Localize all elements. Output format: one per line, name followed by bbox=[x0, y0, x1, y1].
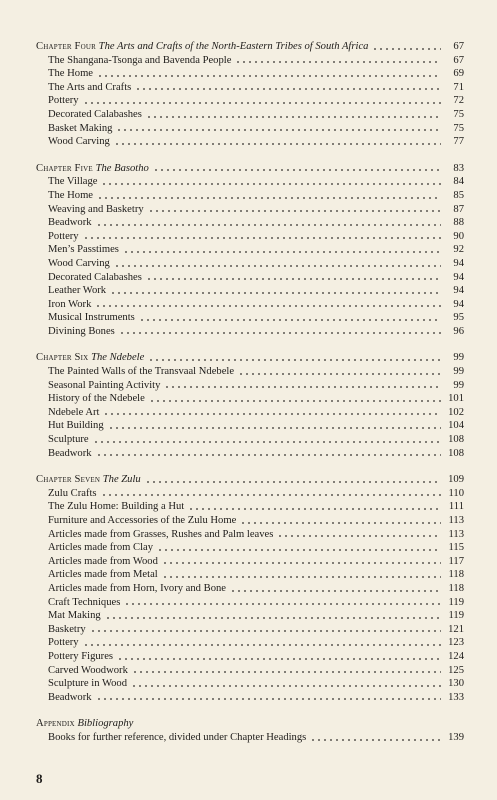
entry-label: Articles made from Grasses, Rushes and Palm leaves bbox=[48, 528, 274, 540]
dot-leader bbox=[90, 629, 441, 633]
page-number: 84 bbox=[453, 176, 464, 188]
entry-label: Wood Carving bbox=[48, 257, 110, 269]
toc-entry bbox=[36, 731, 464, 745]
dot-leader bbox=[116, 128, 441, 132]
entry-label: Seasonal Painting Activity bbox=[48, 379, 161, 391]
entry-label: Craft Techniques bbox=[48, 596, 121, 608]
page-number: 110 bbox=[448, 487, 464, 499]
entry-label: Pottery bbox=[48, 95, 79, 107]
toc-entry bbox=[36, 596, 464, 610]
page-number: 77 bbox=[453, 136, 464, 148]
chapter-word: Appendix bbox=[36, 718, 75, 730]
toc-entry bbox=[36, 284, 464, 298]
entry-label: Carved Woodwork bbox=[48, 664, 128, 676]
toc-entry bbox=[36, 257, 464, 271]
toc-entry bbox=[36, 67, 464, 81]
toc-section-chapter-six bbox=[36, 351, 464, 460]
dot-leader bbox=[114, 264, 441, 268]
page-number: 88 bbox=[453, 217, 464, 229]
page-number: 94 bbox=[453, 271, 464, 283]
page-number: 113 bbox=[448, 528, 464, 540]
toc-entry bbox=[36, 379, 464, 393]
page-number: 75 bbox=[453, 108, 464, 120]
page-number: 108 bbox=[448, 434, 464, 446]
toc-entry bbox=[36, 108, 464, 122]
entry-label: The Shangana-Tsonga and Bavenda People bbox=[48, 54, 232, 66]
entry-label: Books for further reference, divided under Chapter Headings bbox=[48, 731, 307, 743]
entry-label: The Home bbox=[48, 68, 94, 80]
toc-entry bbox=[36, 406, 464, 420]
dot-leader bbox=[157, 548, 441, 552]
entry-label: Basketry bbox=[48, 623, 86, 635]
toc-entry bbox=[36, 325, 464, 339]
page-number: 113 bbox=[448, 515, 464, 526]
page-number: 118 bbox=[448, 569, 464, 581]
dot-leader bbox=[148, 358, 441, 362]
entry-label: The Painted Walls of the Transvaal Ndebele bbox=[48, 366, 235, 378]
dot-leader bbox=[132, 670, 441, 674]
dot-leader bbox=[146, 115, 441, 119]
chapter-title: The Arts and Crafts of the North-Eastern Tribes of South Africa bbox=[98, 41, 369, 52]
page-number: 99 bbox=[453, 379, 464, 391]
toc-entry bbox=[36, 271, 464, 285]
toc-entry bbox=[36, 311, 464, 325]
dot-leader bbox=[145, 480, 441, 484]
page-number: 130 bbox=[448, 678, 464, 690]
entry-label: Basket Making bbox=[48, 122, 113, 134]
dot-leader bbox=[114, 142, 441, 146]
table-of-contents bbox=[36, 40, 464, 758]
page-number: 133 bbox=[448, 691, 464, 703]
toc-entry bbox=[36, 555, 464, 569]
toc-entry bbox=[36, 487, 464, 501]
dot-leader bbox=[139, 318, 441, 322]
toc-entry bbox=[36, 582, 464, 596]
toc-entry bbox=[36, 135, 464, 149]
dot-leader bbox=[83, 236, 441, 240]
entry-label: Hut Building bbox=[48, 420, 104, 432]
dot-leader bbox=[131, 684, 441, 688]
dot-leader bbox=[101, 493, 441, 497]
dot-leader bbox=[97, 196, 441, 200]
dot-leader bbox=[124, 602, 441, 606]
toc-entry bbox=[36, 392, 464, 406]
entry-label: History of the Ndebele bbox=[48, 393, 145, 405]
toc-entry bbox=[36, 514, 464, 528]
entry-label: Musical Instruments bbox=[48, 312, 135, 324]
toc-entry bbox=[36, 94, 464, 108]
dot-leader bbox=[97, 74, 441, 78]
toc-entry bbox=[36, 650, 464, 664]
page-number: 119 bbox=[448, 596, 464, 608]
toc-entry bbox=[36, 433, 464, 447]
page-number: 95 bbox=[453, 312, 464, 324]
entry-label: Leather Work bbox=[48, 285, 107, 297]
entry-label: Iron Work bbox=[48, 298, 92, 310]
toc-entry bbox=[36, 54, 464, 68]
entry-label: Ndebele Art bbox=[48, 406, 100, 418]
page-number: 72 bbox=[453, 95, 464, 107]
dot-leader bbox=[105, 616, 441, 620]
chapter-word: Chapter Five bbox=[36, 162, 93, 174]
dot-leader bbox=[277, 534, 441, 538]
folio-page-number: 8 bbox=[36, 771, 43, 786]
dot-leader bbox=[188, 507, 441, 511]
toc-entry bbox=[36, 203, 464, 217]
toc-entry bbox=[36, 243, 464, 257]
dot-leader bbox=[95, 304, 441, 308]
toc-entry bbox=[36, 419, 464, 433]
dot-leader bbox=[83, 643, 441, 647]
entry-label: Pottery Figures bbox=[48, 650, 114, 662]
page-number: 111 bbox=[448, 501, 464, 513]
page-number: 99 bbox=[453, 366, 464, 378]
entry-label: The Home bbox=[48, 189, 94, 201]
chapter-heading bbox=[36, 162, 464, 176]
entry-label: Articles made from Horn, Ivory and Bone bbox=[48, 582, 226, 594]
dot-leader bbox=[103, 412, 441, 416]
chapter-title: The Zulu bbox=[102, 474, 141, 486]
page-number: 96 bbox=[453, 325, 464, 337]
dot-leader bbox=[238, 372, 441, 376]
dot-leader bbox=[235, 60, 441, 64]
dot-leader bbox=[164, 385, 441, 389]
entry-label: Divining Bones bbox=[48, 325, 115, 337]
chapter-heading bbox=[36, 351, 464, 365]
page-number: 104 bbox=[448, 420, 464, 432]
page-number: 94 bbox=[453, 298, 464, 310]
entry-label: Men’s Passtimes bbox=[48, 244, 119, 256]
toc-entry bbox=[36, 541, 464, 555]
chapter-word: Chapter Four bbox=[36, 41, 97, 52]
toc-section-chapter-four bbox=[36, 40, 464, 149]
page-number: 121 bbox=[448, 623, 464, 635]
toc-entry bbox=[36, 298, 464, 312]
dot-leader bbox=[119, 331, 441, 335]
dot-leader bbox=[96, 223, 441, 227]
dot-leader bbox=[146, 277, 441, 281]
dot-leader bbox=[96, 453, 441, 457]
page-number: 92 bbox=[453, 244, 464, 256]
dot-leader bbox=[93, 440, 441, 444]
page-number: 90 bbox=[453, 230, 464, 242]
page-number: 125 bbox=[448, 664, 464, 676]
dot-leader bbox=[148, 209, 441, 213]
chapter-title: The Basotho bbox=[95, 162, 149, 174]
toc-entry bbox=[36, 500, 464, 514]
page-number: 75 bbox=[453, 122, 464, 134]
toc-entry bbox=[36, 175, 464, 189]
toc-entry bbox=[36, 122, 464, 136]
toc-entry bbox=[36, 636, 464, 650]
entry-label: Zulu Crafts bbox=[48, 487, 97, 499]
toc-entry bbox=[36, 623, 464, 637]
dot-leader bbox=[310, 738, 441, 742]
dot-leader bbox=[117, 657, 441, 661]
entry-label: Beadwork bbox=[48, 217, 92, 229]
page-number: 117 bbox=[448, 555, 464, 567]
entry-label: Articles made from Metal bbox=[48, 569, 158, 581]
entry-label: Decorated Calabashes bbox=[48, 108, 142, 120]
toc-entry bbox=[36, 677, 464, 691]
dot-leader bbox=[240, 521, 441, 525]
page-number: 102 bbox=[448, 406, 464, 418]
page-number: 71 bbox=[453, 81, 464, 93]
chapter-heading bbox=[36, 40, 464, 54]
entry-label: Furniture and Accessories of the Zulu Home bbox=[48, 515, 237, 526]
toc-section-chapter-five bbox=[36, 162, 464, 339]
toc-entry bbox=[36, 81, 464, 95]
dot-leader bbox=[83, 101, 441, 105]
chapter-title: The Ndebele bbox=[91, 352, 145, 364]
page-number: 83 bbox=[453, 162, 464, 174]
dot-leader bbox=[135, 87, 441, 91]
entry-label: Decorated Calabashes bbox=[48, 271, 142, 283]
toc-entry bbox=[36, 447, 464, 461]
dot-leader bbox=[96, 697, 441, 701]
page-number: 94 bbox=[453, 285, 464, 297]
entry-label: The Arts and Crafts bbox=[48, 81, 132, 93]
page-number: 67 bbox=[453, 41, 464, 52]
page-number: 123 bbox=[448, 637, 464, 649]
toc-entry bbox=[36, 528, 464, 542]
page-number: 94 bbox=[453, 257, 464, 269]
chapter-word: Chapter Seven bbox=[36, 474, 101, 486]
toc-entry bbox=[36, 189, 464, 203]
dot-leader bbox=[162, 575, 441, 579]
toc-entry bbox=[36, 230, 464, 244]
entry-label: The Zulu Home: Building a Hut bbox=[48, 501, 185, 513]
page-number: 85 bbox=[453, 189, 464, 201]
toc-entry bbox=[36, 365, 464, 379]
entry-label: Pottery bbox=[48, 230, 79, 242]
toc-entry bbox=[36, 216, 464, 230]
toc-entry bbox=[36, 609, 464, 623]
chapter-heading bbox=[36, 717, 464, 731]
chapter-heading bbox=[36, 473, 464, 487]
entry-label: Sculpture bbox=[48, 434, 89, 446]
dot-leader bbox=[162, 561, 441, 565]
entry-label: Articles made from Clay bbox=[48, 542, 154, 554]
dot-leader bbox=[123, 250, 441, 254]
entry-label: Sculpture in Wood bbox=[48, 678, 127, 690]
dot-leader bbox=[230, 589, 441, 593]
dot-leader bbox=[372, 47, 441, 51]
toc-section-appendix bbox=[36, 717, 464, 744]
page-number: 87 bbox=[453, 203, 464, 215]
entry-label: The Village bbox=[48, 176, 98, 188]
page-number: 69 bbox=[453, 68, 464, 80]
toc-entry bbox=[36, 691, 464, 705]
toc-entry bbox=[36, 568, 464, 582]
page-number: 109 bbox=[448, 474, 464, 486]
page-number: 115 bbox=[448, 542, 464, 554]
page-number: 101 bbox=[448, 393, 464, 405]
entry-label: Wood Carving bbox=[48, 136, 110, 148]
page-number: 67 bbox=[453, 54, 464, 66]
dot-leader bbox=[108, 426, 441, 430]
page-number: 99 bbox=[453, 352, 464, 364]
entry-label: Pottery bbox=[48, 637, 79, 649]
page-number: 108 bbox=[448, 447, 464, 459]
dot-leader bbox=[149, 399, 441, 403]
chapter-word: Chapter Six bbox=[36, 352, 89, 364]
toc-section-chapter-seven bbox=[36, 473, 464, 704]
dot-leader bbox=[101, 182, 441, 186]
dot-leader bbox=[153, 168, 441, 172]
entry-label: Mat Making bbox=[48, 610, 101, 622]
entry-label: Beadwork bbox=[48, 691, 92, 703]
entry-label: Weaving and Basketry bbox=[48, 203, 144, 215]
dot-leader bbox=[110, 291, 441, 295]
chapter-title: Bibliography bbox=[77, 718, 134, 730]
page-number: 124 bbox=[448, 650, 464, 662]
page-number: 139 bbox=[448, 731, 464, 743]
entry-label: Articles made from Wood bbox=[48, 555, 158, 567]
page-number: 118 bbox=[448, 582, 464, 594]
entry-label: Beadwork bbox=[48, 447, 92, 459]
page-number: 119 bbox=[448, 610, 464, 622]
toc-entry bbox=[36, 664, 464, 678]
